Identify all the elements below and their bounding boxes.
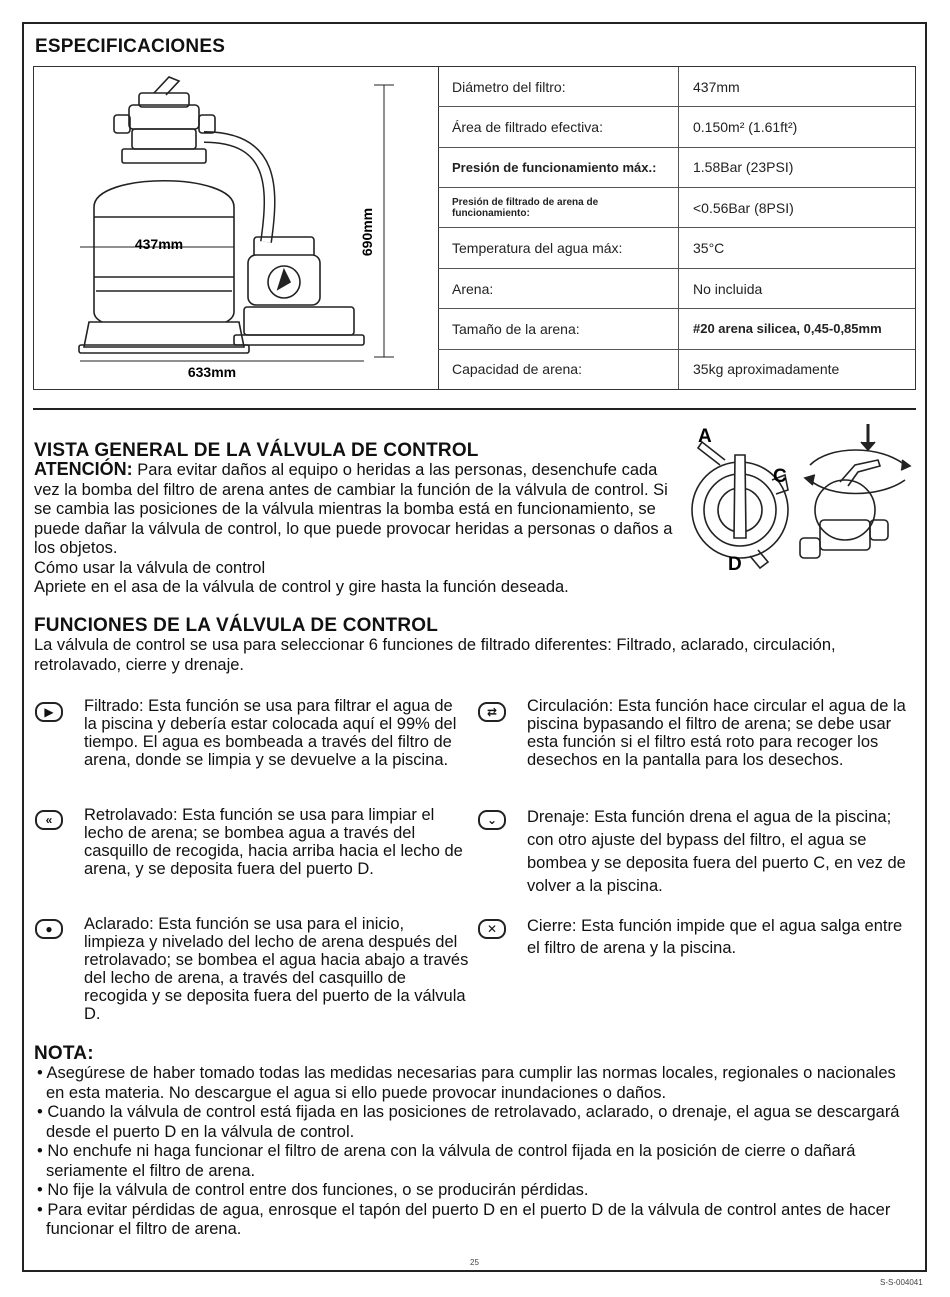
port-c-label: C [773,466,787,487]
backwash-icon: « [35,810,63,830]
note-item: • No enchufe ni haga funcionar el filtro de arena con la válvula de control fijada en la posición de cierre o dañará seriamente el filtro de arena. [37,1142,856,1180]
filter-icon: ▶ [35,702,63,722]
notes-heading: NOTA: [34,1043,94,1064]
spec-row [438,188,915,228]
attention-text: Para evitar daños al equipo o heridas a las personas, desenchufe cada vez la bomba del filtro de arena antes de cambiar la función de la válvula de control. Si se cambia las posiciones de la válvula mientras la bomba está en funcionamiento, se puede dañar la válvula de control, lo que puede provocar heridas a personas o daños a los objetos. [34,461,673,557]
specs-heading: ESPECIFICACIONES [35,36,226,57]
spec-label: Arena: [438,268,679,308]
spec-row [438,309,915,349]
spec-label: Presión de funcionamiento máx.: [438,147,679,187]
spec-row [438,67,915,107]
dim-height: 690mm [359,207,375,257]
functions-heading: FUNCIONES DE LA VÁLVULA DE CONTROL [34,615,439,636]
control-valve-diagram [680,420,920,580]
spec-label: Área de filtrado efectiva: [438,107,679,147]
spec-label: Capacidad de arena: [438,349,679,389]
function-rinse: Aclarado: Esta función se usa para el inicio, limpieza y nivelado del lecho de arena después del retrolavado; se bombea el agua hacia abajo a través del lecho de arena, a través del casquillo de recogida y se deposita fuera del puerto de la válvula D. [84,915,469,1023]
function-closed: Cierre: Esta función impide que el agua salga entre el filtro de arena y la piscina. [527,917,903,957]
port-a-label: A [698,426,712,447]
section-divider [33,408,916,410]
function-drain: Drenaje: Esta función drena el agua de la piscina; con otro ajuste del bypass del filtro, el agua se bombea y se deposita fuera del puerto C, en vez de volver a la piscina. [527,808,906,895]
functions-intro: La válvula de control se usa para seleccionar 6 funciones de filtrado diferentes: Filtrado, aclarado, circulación, retrolavado, cierre y drenaje. [34,636,836,674]
spec-row [438,228,915,268]
specs-table [438,67,915,389]
spec-value: <0.56Bar (8PSI) [679,188,916,228]
spec-label: Diámetro del filtro: [438,67,679,107]
spec-value: 35°C [679,228,916,268]
specs-box [33,66,916,390]
closed-icon: ✕ [478,919,506,939]
spec-value: No incluida [679,268,916,308]
page-number: 25 [470,1258,479,1267]
spec-value: 1.58Bar (23PSI) [679,147,916,187]
note-item: • Asegúrese de haber tomado todas las medidas necesarias para cumplir las normas locales, regionales o nacionales en esta materia. No descargue el agua si ello puede provocar inundaciones o daños. [37,1064,896,1102]
function-filter: Filtrado: Esta función se usa para filtrar el agua de la piscina y debería estar colocada aquí el 99% del tiempo. El agua es bombeada a través del filtro de arena, donde se limpia y se devuelve a la piscina. [84,697,457,769]
note-item: • Para evitar pérdidas de agua, enrosque el tapón del puerto D en el puerto D de la válvula de control antes de hacer funcionar el filtro de arena. [37,1200,891,1238]
overview-heading: VISTA GENERAL DE LA VÁLVULA DE CONTROL [34,440,479,461]
dim-base: 633mm [187,364,237,380]
spec-value: 0.150m² (1.61ft²) [679,107,916,147]
function-circulation: Circulación: Esta función hace circular el agua de la piscina bypasando el filtro de arena; se debe usar esta función si el filtro está roto para recoger los desechos en la pantalla para los desechos. [527,697,906,769]
rinse-icon: ● [35,919,63,939]
document-code: S-S-004041 [880,1278,923,1287]
spec-row [438,349,915,389]
spec-row [438,147,915,187]
howto-title: Cómo usar la válvula de control [34,558,266,577]
spec-label: Presión de filtrado de arena de funcionamiento: [438,188,679,228]
notes-list [33,1064,918,1240]
spec-value: #20 arena silicea, 0,45-0,85mm [679,309,916,349]
spec-value: 35kg aproximadamente [693,361,840,378]
note-item: • Cuando la válvula de control está fijada en las posiciones de retrolavado, aclarado, o drenaje, el agua se descargará desde el puerto D en la válvula de control. [37,1103,900,1141]
sand-filter-drawing [34,67,439,389]
attention-label: ATENCIÓN: [34,459,133,479]
spec-label: Temperatura del agua máx: [438,228,679,268]
spec-label: Tamaño de la arena: [438,309,679,349]
function-backwash: Retrolavado: Esta función se usa para limpiar el lecho de arena; se bombea agua a través del casquillo de recogida, hacia arriba hacia el lecho de arena, y se deposita fuera del puerto D. [84,806,463,878]
port-d-label: D [728,554,742,575]
dim-width: 437mm [134,236,184,252]
drain-icon: ⌄ [478,810,506,830]
sand-filter-illustration [34,67,438,389]
howto-text: Apriete en el asa de la válvula de control y gire hasta la función deseada. [34,578,569,596]
circulation-icon: ⇄ [478,702,506,722]
spec-row [438,107,915,147]
note-item: • No fije la válvula de control entre dos funciones, o se producirán pérdidas. [37,1181,589,1199]
spec-row [438,268,915,308]
attention-paragraph [34,460,674,598]
spec-value: 437mm [679,67,916,107]
